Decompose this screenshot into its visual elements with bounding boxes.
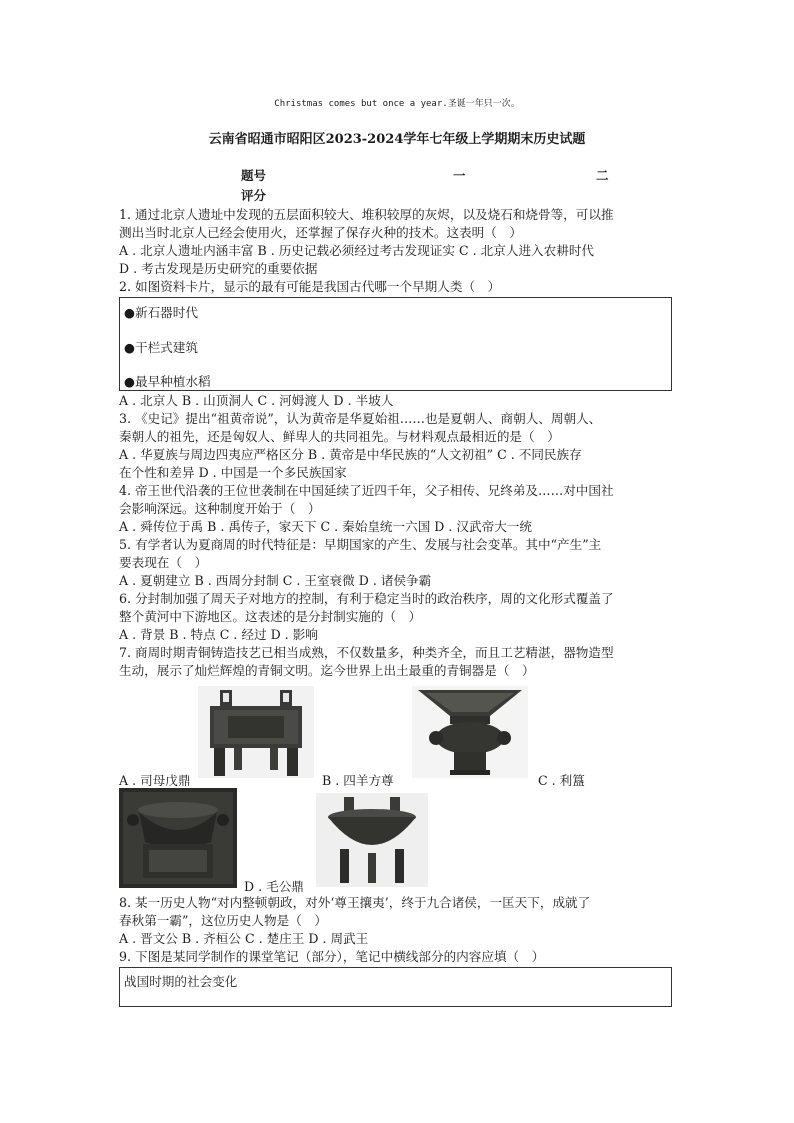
text-line: 8. 某一历史人物“对内整顿朝政，对外‘尊王攘夷’，终于九合诸侯，一匡天下，成就了 <box>119 895 591 910</box>
note-box <box>119 967 672 1007</box>
card-item: ●干栏式建筑 <box>124 340 198 355</box>
siyang-fangzun-image <box>412 686 528 778</box>
card-item: ●最早种植水稻 <box>124 374 211 389</box>
li-gui-image <box>119 788 237 888</box>
text-line: 会影响深远。这种制度开始于（ ） <box>119 501 321 516</box>
data-card <box>119 297 672 391</box>
motto: Christmas comes but once a year.圣诞一年只一次。 <box>274 99 520 109</box>
option-b-label: B . 四羊方尊 <box>322 773 394 788</box>
text-line: 2. 如图资料卡片，显示的最有可能是我国古代哪一个早期人类（ ） <box>119 279 501 294</box>
score-row1-label: 题号 <box>241 168 267 183</box>
score-col1: 一 <box>453 168 466 183</box>
option-a-label: A . 司母戊鼎 <box>119 773 191 788</box>
text-line: A . 晋文公 B . 齐桓公 C . 楚庄王 D . 周武王 <box>119 931 369 946</box>
option-d-label: D . 毛公鼎 <box>244 879 304 894</box>
text-line: A . 北京人 B . 山顶洞人 C . 河姆渡人 D . 半坡人 <box>119 393 394 408</box>
text-line: 6. 分封制加强了周天子对地方的控制，有利于稳定当时的政治秩序，周的文化形式覆盖了 <box>119 591 614 606</box>
text-line: 5. 有学者认为夏商周的时代特征是：早期国家的产生、发展与社会变革。其中“产生”主 <box>119 537 602 552</box>
exam-title: 云南省昭通市昭阳区2023-2024学年七年级上学期期末历史试题 <box>208 132 586 147</box>
score-col2: 二 <box>596 168 609 183</box>
text-line: 在个性和差异 D . 中国是一个多民族国家 <box>119 465 347 480</box>
text-line: 4. 帝王世代沿袭的王位世袭制在中国延续了近四千年，父子相传、兄终弟及……对中国社 <box>119 483 614 498</box>
text-line: 3. 《史记》提出“祖黄帝说”，认为黄帝是华夏始祖……也是夏朝人、商朝人、周朝人、 <box>119 411 602 426</box>
text-line: D . 考古发现是历史研究的重要依据 <box>119 261 318 276</box>
text-line: A . 背景 B . 特点 C . 经过 D . 影响 <box>119 627 318 642</box>
text-line: 春秋第一霸”，这位历史人物是（ ） <box>119 913 327 928</box>
text-line: 整个黄河中下游地区。这表述的是分封制实施的（ ） <box>119 609 422 624</box>
text-line: 9. 下图是某同学制作的课堂笔记（部分），笔记中横线部分的内容应填（ ） <box>119 949 545 964</box>
text-line: 测出当时北京人已经会使用火，还掌握了保存火种的技术。这表明（ ） <box>119 225 522 240</box>
text-line: A . 北京人遗址内涵丰富 B . 历史记载必须经过考古发现证实 C . 北京人进入农耕时代 <box>119 243 595 258</box>
text-line: 要表现在（ ） <box>119 555 208 570</box>
maogong-ding-image <box>316 793 428 887</box>
text-line: 1. 通过北京人遗址中发现的五层面积较大、堆积较厚的灰烬，以及烧石和烧骨等，可以推 <box>119 207 614 222</box>
text-line: 生动，展示了灿烂辉煌的青铜文明。迄今世界上出土最重的青铜器是（ ） <box>119 663 535 678</box>
text-line: 7. 商周时期青铜铸造技艺已相当成熟，不仅数量多，种类齐全，而且工艺精湛，器物造型 <box>119 645 614 660</box>
text-line: A . 舜传位于禹 B . 禹传子，家天下 C . 秦始皇统一六国 D . 汉武帝大一统 <box>119 519 532 534</box>
text-line: 秦朝人的祖先，还是匈奴人、鲜卑人的共同祖先。与材料观点最相近的是（ ） <box>119 429 560 444</box>
option-c-label: C . 利簋 <box>538 773 585 788</box>
score-row2-label: 评分 <box>241 188 267 203</box>
text-line: A . 华夏族与周边四夷应严格区分 B . 黄帝是中华民族的“人文初祖” C . 不同民族存 <box>119 447 582 462</box>
card-item: ●新石器时代 <box>124 305 198 320</box>
text-line: A . 夏朝建立 B . 西周分封制 C . 王室衰微 D . 诸侯争霸 <box>119 573 432 588</box>
note-box-text: 战国时期的社会变化 <box>124 974 238 989</box>
simuwu-ding-image <box>198 686 314 778</box>
